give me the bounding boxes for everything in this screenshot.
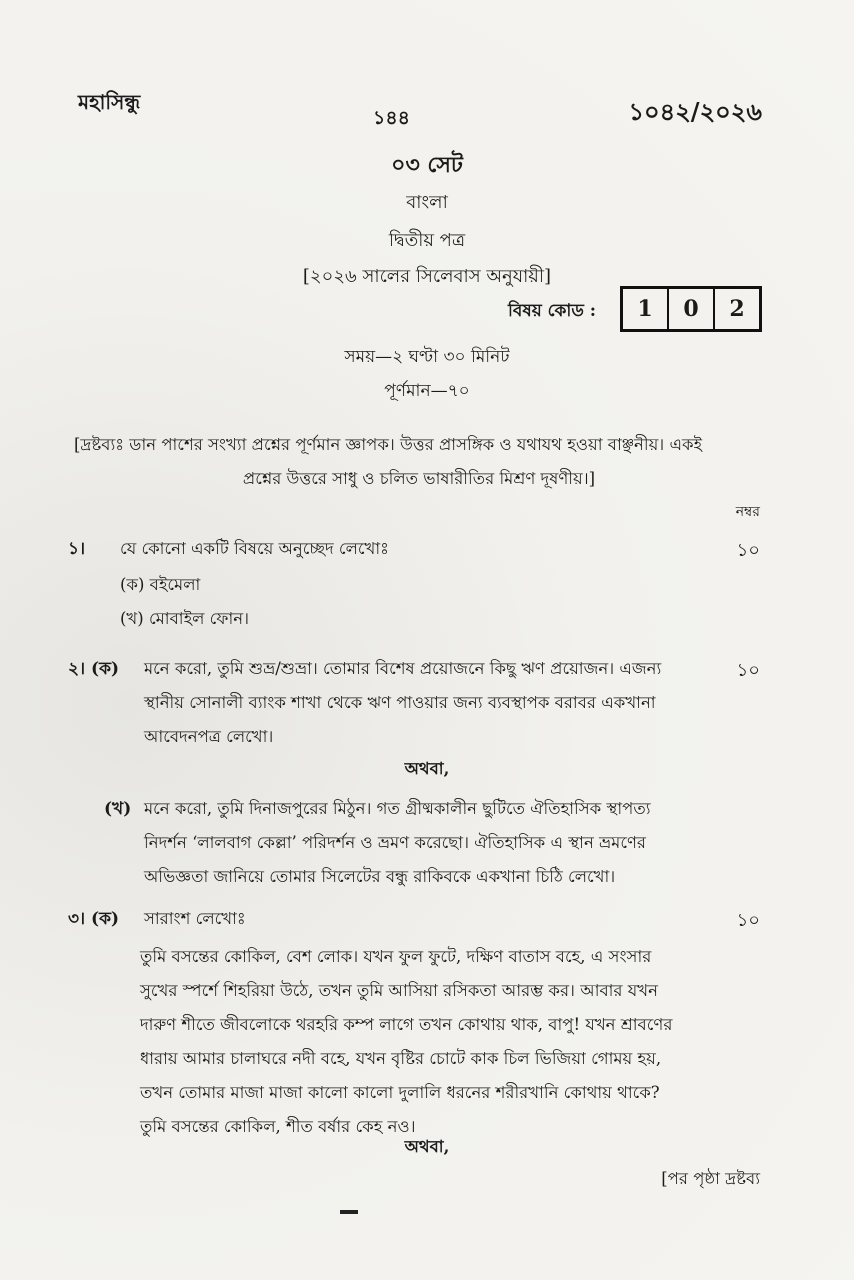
q1-option-a: (ক) বইমেলা bbox=[120, 575, 201, 594]
passage-line: তুমি বসন্তের কোকিল, শীত বর্ষার কেহ নও। bbox=[140, 1117, 416, 1136]
instruction-line-1: [দ্রষ্টব্যঃ ডান পাশের সংখ্যা প্রশ্নের পূর্ণমান জ্ঞাপক। উত্তর প্রাসঙ্গিক ও যথাযথ হওয়া বাঞ্ছনীয়। একই bbox=[74, 435, 703, 454]
q2-marks: ১০ bbox=[736, 660, 760, 681]
q3-or: অথবা, bbox=[404, 1137, 450, 1156]
q2a-line: মনে করো, তুমি শুভ্র/শুভ্রা। তোমার বিশেষ প্রয়োজনে কিছু ঋণ প্রয়োজন। এজন্য bbox=[144, 659, 662, 678]
ink-mark bbox=[340, 1210, 358, 1214]
q2a-text bbox=[144, 652, 724, 754]
instruction-line-2: প্রশ্নের উত্তরে সাধু ও চলিত ভাষারীতির মিশ্রণ দূষণীয়।] bbox=[242, 469, 596, 488]
passage-line: দারুণ শীতে জীবলোকে থরহরি কম্প লাগে তখন কোথায় থাক, বাপু! যখন শ্রাবণের bbox=[140, 1015, 673, 1034]
q1-option-b: (খ) মোবাইল ফোন। bbox=[120, 609, 249, 628]
q2-number: ২। (ক) bbox=[68, 659, 120, 679]
subject-code-label: বিষয় কোড : bbox=[508, 301, 597, 321]
q3-number: ৩। (ক) bbox=[68, 909, 120, 929]
subject-code-digit: 0 bbox=[669, 289, 715, 329]
q2-or: অথবা, bbox=[404, 759, 450, 778]
exam-time: সময়—২ ঘণ্টা ৩০ মিনিট bbox=[344, 347, 510, 367]
q3-passage bbox=[140, 940, 740, 1144]
q3-text: সারাংশ লেখোঃ bbox=[144, 909, 246, 928]
subject-code-digit: 2 bbox=[729, 296, 745, 322]
passage-line: ধারায় আমার চালাঘরে নদী বহে, যখন বৃষ্টির চোটে কাক চিল ভিজিয়া গোময় হয়, bbox=[140, 1049, 662, 1068]
passage-line: সুখের স্পর্শে শিহরিয়া উঠে, তখন তুমি আসিয়া রসিকতা আরম্ভ কর। আবার যখন bbox=[140, 981, 658, 1000]
passage-line: তখন তোমার মাজা মাজা কালো কালো দুলালি ধরনের শরীরখানি কোথায় থাকে? bbox=[140, 1083, 660, 1102]
paper-code: ১৪৪ bbox=[373, 107, 410, 129]
subject-code-digit: 1 bbox=[623, 289, 669, 329]
q2b-line: নিদর্শন ‘লালবাগ কেল্লা’ পরিদর্শন ও ভ্রমণ করেছো। ঐতিহাসিক এ স্থান ভ্রমণের bbox=[144, 833, 647, 852]
next-page-note: [পর পৃষ্ঠা দ্রষ্টব্য bbox=[661, 1169, 760, 1188]
passage-line: তুমি বসন্তের কোকিল, বেশ লোক। যখন ফুল ফুটে, দক্ষিণ বাতাস বহে, এ সংসার bbox=[140, 947, 652, 966]
exam-code: ১০৪২/২০২৬ bbox=[628, 97, 762, 126]
set-title: ০৩ সেট bbox=[391, 152, 463, 178]
q2a-line: স্থানীয় সোনালী ব্যাংক শাখা থেকে ঋণ পাওয়ার জন্য ব্যবস্থাপক বরাবর একখানা bbox=[144, 693, 656, 712]
q2a-line: আবেদনপত্র লেখো। bbox=[144, 727, 274, 746]
q1-marks: ১০ bbox=[736, 540, 760, 561]
header-left-label: মহাসিন্ধু bbox=[78, 90, 141, 114]
marks-column-header: নম্বর bbox=[735, 504, 760, 520]
subject-code-box bbox=[620, 286, 762, 332]
q3-marks: ১০ bbox=[736, 910, 760, 931]
q2b-line: অভিজ্ঞতা জানিয়ে তোমার সিলেটের বন্ধু রাকিবকে একখানা চিঠি লেখো। bbox=[144, 867, 616, 886]
paper-title: দ্বিতীয় পত্র bbox=[388, 230, 466, 251]
syllabus-note: [২০২৬ সালের সিলেবাস অনুযায়ী] bbox=[302, 266, 552, 287]
q1-number: ১। bbox=[68, 539, 86, 559]
q1-text: যে কোনো একটি বিষয়ে অনুচ্ছেদ লেখোঃ bbox=[120, 539, 389, 558]
instruction-note bbox=[74, 428, 764, 496]
q2b-number: (খ) bbox=[104, 799, 132, 819]
subject-title: বাংলা bbox=[406, 192, 448, 213]
q2b-line: মনে করো, তুমি দিনাজপুরের মিঠুন। গত গ্রীষ্মকালীন ছুটিতে ঐতিহাসিক স্থাপত্য bbox=[144, 799, 651, 818]
q2b-text bbox=[144, 792, 734, 894]
full-marks: পূর্ণমান—৭০ bbox=[384, 381, 470, 401]
